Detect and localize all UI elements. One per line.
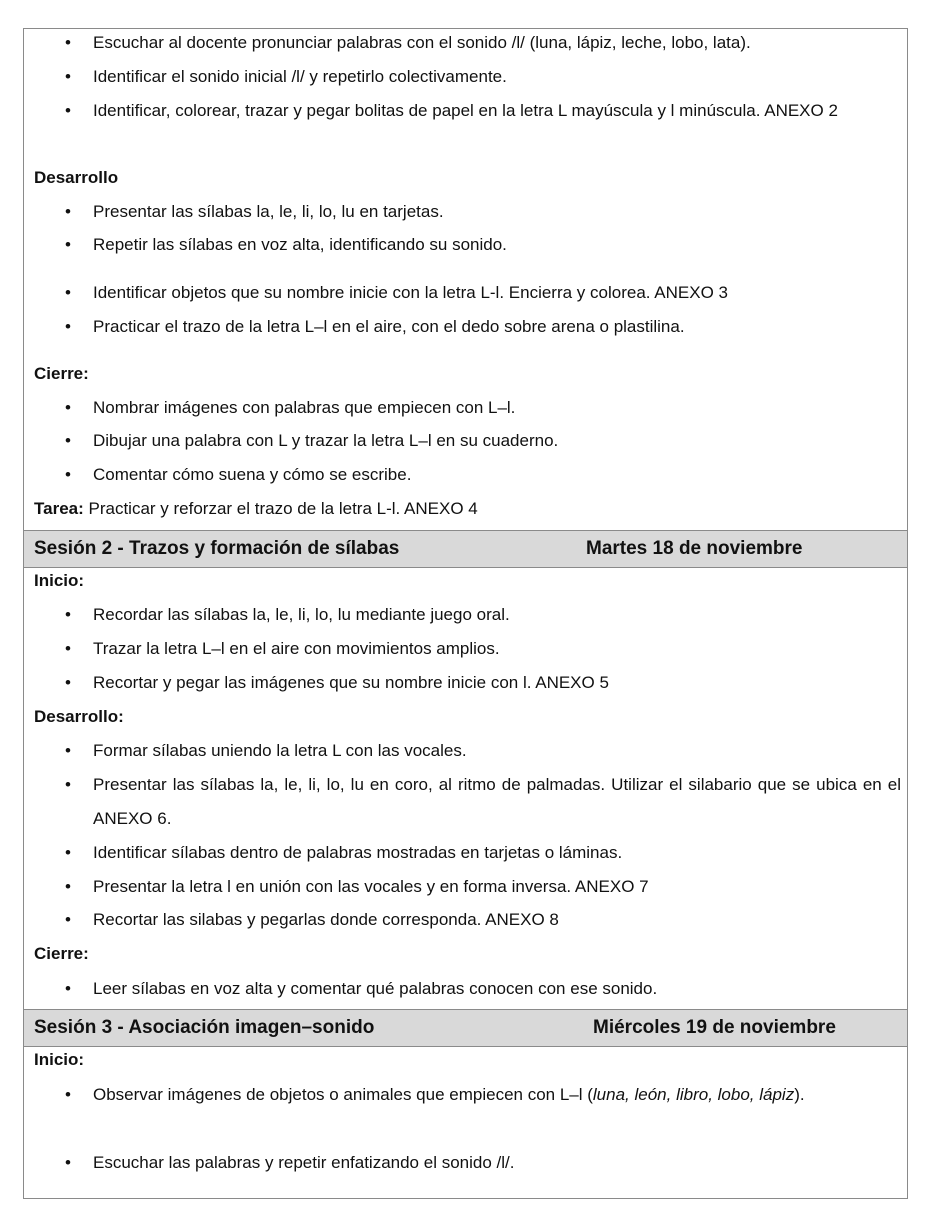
bullet-marker: •: [65, 431, 71, 450]
session-date: Miércoles 19 de noviembre: [593, 1017, 836, 1038]
bullet-marker: •: [65, 283, 71, 302]
bullet-marker: •: [65, 741, 71, 760]
list-item: [93, 1078, 901, 1112]
lesson-plan-frame: [23, 28, 908, 1199]
bullet-marker: •: [65, 910, 71, 929]
list-item: Dibujar una palabra con L y trazar la letra L–l en su cuaderno.: [93, 431, 559, 450]
list-item: Identificar sílabas dentro de palabras mostradas en tarjetas o láminas.: [93, 843, 623, 862]
list-item: Trazar la letra L–l en el aire con movimientos amplios.: [93, 639, 500, 658]
list-item: Recortar las silabas y pegarlas donde corresponda. ANEXO 8: [93, 910, 559, 929]
list-item: Repetir las sílabas en voz alta, identificando su sonido.: [93, 235, 507, 254]
list-item: Presentar la letra l en unión con las vocales y en forma inversa. ANEXO 7: [93, 877, 649, 896]
list-item: Escuchar las palabras y repetir enfatizando el sonido /l/.: [93, 1153, 515, 1172]
list-item: Identificar objetos que su nombre inicie con la letra L-l. Encierra y colorea. ANEXO 3: [93, 283, 728, 302]
session-title: Sesión 3 - Asociación imagen–sonido: [34, 1017, 375, 1038]
bullet-marker: •: [65, 235, 71, 254]
session-title: Sesión 2 - Trazos y formación de sílabas: [34, 538, 400, 559]
list-item: Escuchar al docente pronunciar palabras con el sonido /l/ (luna, lápiz, leche, lobo, lata).: [93, 33, 751, 52]
list-item: Comentar cómo suena y cómo se escribe.: [93, 465, 412, 484]
list-item: Presentar las sílabas la, le, li, lo, lu en tarjetas.: [93, 202, 444, 221]
list-item: Practicar el trazo de la letra L–l en el aire, con el dedo sobre arena o plastilina.: [93, 317, 685, 336]
bullet-marker: •: [65, 465, 71, 484]
list-item: Leer sílabas en voz alta y comentar qué palabras conocen con ese sonido.: [93, 979, 658, 998]
session-header: [24, 1009, 907, 1047]
bullet-marker: •: [65, 1085, 71, 1104]
bullet-marker: •: [65, 1153, 71, 1172]
homework-label: Tarea:: [34, 499, 84, 518]
session-date: Martes 18 de noviembre: [586, 538, 803, 559]
list-item: Identificar, colorear, trazar y pegar bolitas de papel en la letra L mayúscula y l minúscula. ANEXO 2: [93, 101, 838, 120]
bullet-marker: •: [65, 673, 71, 692]
bullet-marker: •: [65, 33, 71, 52]
bullet-marker: •: [65, 639, 71, 658]
example-words: luna, león, libro, lobo, lápiz: [592, 1085, 795, 1104]
section-heading-desarrollo: Desarrollo:: [34, 707, 124, 726]
list-item-text: Observar imágenes de objetos o animales que empiecen con L–l (: [93, 1085, 593, 1104]
bullet-marker: •: [65, 843, 71, 862]
bullet-marker: •: [65, 317, 71, 336]
session-header: [24, 530, 907, 568]
homework-line: [34, 499, 478, 519]
list-item: Recordar las sílabas la, le, li, lo, lu mediante juego oral.: [93, 605, 510, 624]
list-item: Formar sílabas uniendo la letra L con las vocales.: [93, 741, 467, 760]
list-item: Recortar y pegar las imágenes que su nombre inicie con l. ANEXO 5: [93, 673, 609, 692]
bullet-marker: •: [65, 202, 71, 221]
section-heading-cierre: Cierre:: [34, 364, 89, 383]
bullet-marker: •: [65, 398, 71, 417]
bullet-marker: •: [65, 101, 71, 120]
bullet-marker: •: [65, 877, 71, 896]
list-item: Identificar el sonido inicial /l/ y repetirlo colectivamente.: [93, 67, 507, 86]
bullet-marker: •: [65, 775, 71, 794]
list-item-text: ).: [794, 1085, 805, 1104]
bullet-marker: •: [65, 605, 71, 624]
list-item: Nombrar imágenes con palabras que empiecen con L–l.: [93, 398, 516, 417]
bullet-marker: •: [65, 67, 71, 86]
list-item: Presentar las sílabas la, le, li, lo, lu en coro, al ritmo de palmadas. Utilizar el silabario que se ubica en el ANEXO 6.: [93, 775, 901, 828]
section-heading-inicio: Inicio:: [34, 571, 85, 590]
section-heading-inicio: Inicio:: [34, 1050, 85, 1069]
section-heading-cierre: Cierre:: [34, 944, 89, 963]
section-heading-desarrollo: Desarrollo: [34, 168, 119, 187]
bullet-marker: •: [65, 979, 71, 998]
homework-text: Practicar y reforzar el trazo de la letra L-l. ANEXO 4: [83, 499, 478, 518]
